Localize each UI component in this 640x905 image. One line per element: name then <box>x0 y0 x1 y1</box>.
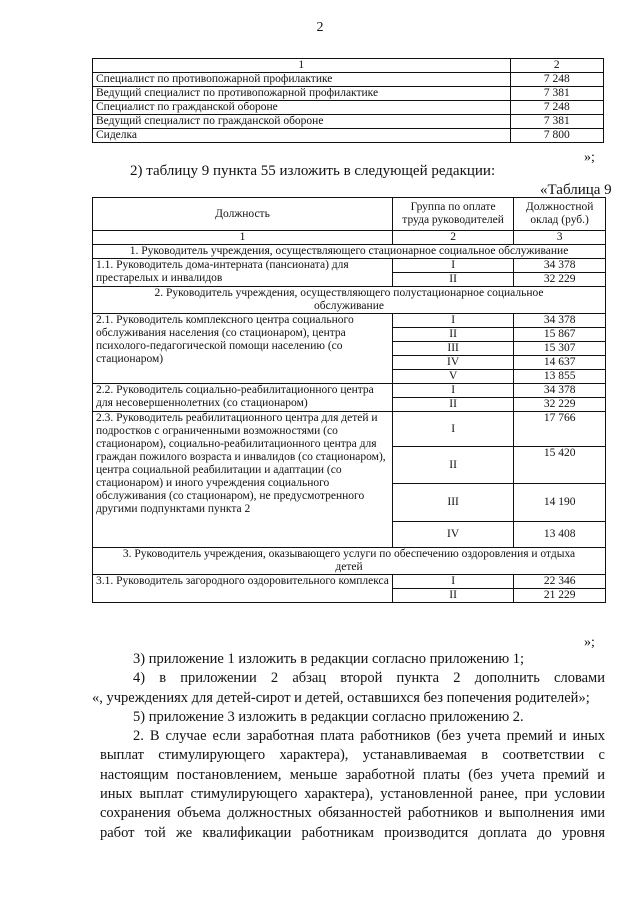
position-title: Ведущий специалист по противопожарной профилактике <box>93 87 511 101</box>
group-cell: II <box>392 447 513 484</box>
salary-cell: 17 766 <box>514 412 606 447</box>
group-cell: I <box>392 384 513 398</box>
position-title: Специалист по гражданской обороне <box>93 101 511 115</box>
section-title-row <box>93 287 606 314</box>
position-title: Ведущий специалист по гражданской обороне <box>93 115 511 129</box>
paragraph-2-line-2: выплат стимулирующего характера), устанавливаемая в соответствии с <box>100 747 605 764</box>
salary-cell: 15 307 <box>514 342 606 356</box>
item-3-1-label: 3.1. Руководитель загородного оздоровительного комплекса <box>93 575 393 603</box>
section-title-row <box>93 548 606 575</box>
table-row <box>93 314 606 328</box>
table-row <box>93 575 606 589</box>
salary-cell: 32 229 <box>514 398 606 412</box>
paragraph-2-line-4: иных выплат стимулирующего характера), установленной ранее, при условии <box>100 786 605 803</box>
table-row <box>93 384 606 398</box>
paragraph-3: 3) приложение 1 изложить в редакции согласно приложению 1; <box>133 651 525 667</box>
closing-quote-mark: »; <box>584 150 595 165</box>
section-1-title: 1. Руководитель учреждения, осуществляющего стационарное социальное обслуживание <box>93 245 606 259</box>
salary-value: 7 381 <box>510 87 603 101</box>
table-numbering-row <box>93 231 606 245</box>
table-row <box>93 129 604 143</box>
salary-cell: 34 378 <box>514 259 606 273</box>
salary-value: 7 248 <box>510 101 603 115</box>
salary-cell: 15 867 <box>514 328 606 342</box>
table-row <box>93 259 606 273</box>
salary-cell: 22 346 <box>514 575 606 589</box>
salary-cell: 32 229 <box>514 273 606 287</box>
table-header-row <box>93 59 604 73</box>
column-number-2: 2 <box>510 59 603 73</box>
paragraph-2-line-3: настоящим постановлением, меньше заработной платы (без учета премий и <box>100 766 605 783</box>
table-caption: «Таблица 9 <box>540 182 612 198</box>
column-number-3: 3 <box>514 231 606 245</box>
group-cell: II <box>392 273 513 287</box>
salary-value: 7 800 <box>510 129 603 143</box>
paragraph-4-line-1: 4) в приложении 2 абзац второй пункта 2 дополнить словами <box>133 670 605 687</box>
item-2-1-label: 2.1. Руководитель комплексного центра социального обслуживания населения (со стационаром), центра психолого-педагогической помощи населению (со стационаром) <box>93 314 393 384</box>
column-number-2: 2 <box>392 231 513 245</box>
group-cell: I <box>392 259 513 273</box>
group-cell: IV <box>392 522 513 548</box>
salary-cell: 34 378 <box>514 384 606 398</box>
group-cell: I <box>392 412 513 447</box>
item-2-3-label: 2.3. Руководитель реабилитационного центра для детей и подростков с ограниченными возможностями (со стационаром), социально-реабилитационного центра для граждан пожилого возраста и инвалидов (со стационаром), центра социальной реабилитации и адаптации (со стационаром) и иного учреждения социального обслуживания (со стационаром), не предусмотренного другими подпунктами пункта 2 <box>93 412 393 548</box>
section-2-title: 2. Руководитель учреждения, осуществляющего полустационарное социальное обслуживание <box>93 287 606 314</box>
column-number-1: 1 <box>93 59 511 73</box>
group-cell: IV <box>392 356 513 370</box>
salary-value: 7 381 <box>510 115 603 129</box>
salary-cell: 14 190 <box>514 484 606 522</box>
header-position: Должность <box>93 198 393 231</box>
group-cell: I <box>392 575 513 589</box>
manager-salary-table <box>92 197 606 603</box>
header-group: Группа по оплате труда руководителей <box>392 198 513 231</box>
table-row <box>93 73 604 87</box>
section-3-title: 3. Руководитель учреждения, оказывающего услуги по обеспечению оздоровления и отдыха детей <box>93 548 606 575</box>
body-text <box>92 650 605 843</box>
salary-cell: 13 855 <box>514 370 606 384</box>
column-number-1: 1 <box>93 231 393 245</box>
page-number: 2 <box>316 20 324 35</box>
closing-quote-mark: »; <box>584 635 595 650</box>
paragraph-2-line-5: сохранения объема должностных обязанностей работников и выполнения ими <box>100 805 605 822</box>
group-cell: V <box>392 370 513 384</box>
paragraph-2-line-1: 2. В случае если заработная плата работников (без учета премий и иных <box>133 728 605 745</box>
salary-cell: 21 229 <box>514 589 606 603</box>
salary-cell: 14 637 <box>514 356 606 370</box>
item-1-1-label: 1.1. Руководитель дома-интерната (пансионата) для престарелых и инвалидов <box>93 259 393 287</box>
item-2-2-label: 2.2. Руководитель социально-реабилитационного центра для несовершеннолетних (со стационаром) <box>93 384 393 412</box>
group-cell: II <box>392 589 513 603</box>
header-salary: Должностной оклад (руб.) <box>514 198 606 231</box>
table-header-row <box>93 198 606 231</box>
group-cell: II <box>392 328 513 342</box>
table-row <box>93 412 606 447</box>
table-row <box>93 101 604 115</box>
paragraph-5: 5) приложение 3 изложить в редакции согласно приложению 2. <box>133 708 524 725</box>
positions-salary-table <box>92 58 604 143</box>
paragraph-table9-intro: 2) таблицу 9 пункта 55 изложить в следующей редакции: <box>130 163 496 179</box>
paragraph-2-line-6: работ той же квалификации работникам производится доплата до уровня <box>100 824 605 841</box>
position-title: Специалист по противопожарной профилактике <box>93 73 511 87</box>
paragraph-4-line-2: «, учреждениях для детей-сирот и детей, оставшихся без попечения родителей»; <box>92 689 590 706</box>
group-cell: II <box>392 398 513 412</box>
position-title: Сиделка <box>93 129 511 143</box>
salary-cell: 34 378 <box>514 314 606 328</box>
table-row <box>93 115 604 129</box>
salary-value: 7 248 <box>510 73 603 87</box>
group-cell: III <box>392 342 513 356</box>
table-row <box>93 87 604 101</box>
salary-cell: 15 420 <box>514 447 606 484</box>
group-cell: III <box>392 484 513 522</box>
salary-cell: 13 408 <box>514 522 606 548</box>
group-cell: I <box>392 314 513 328</box>
section-title-row <box>93 245 606 259</box>
